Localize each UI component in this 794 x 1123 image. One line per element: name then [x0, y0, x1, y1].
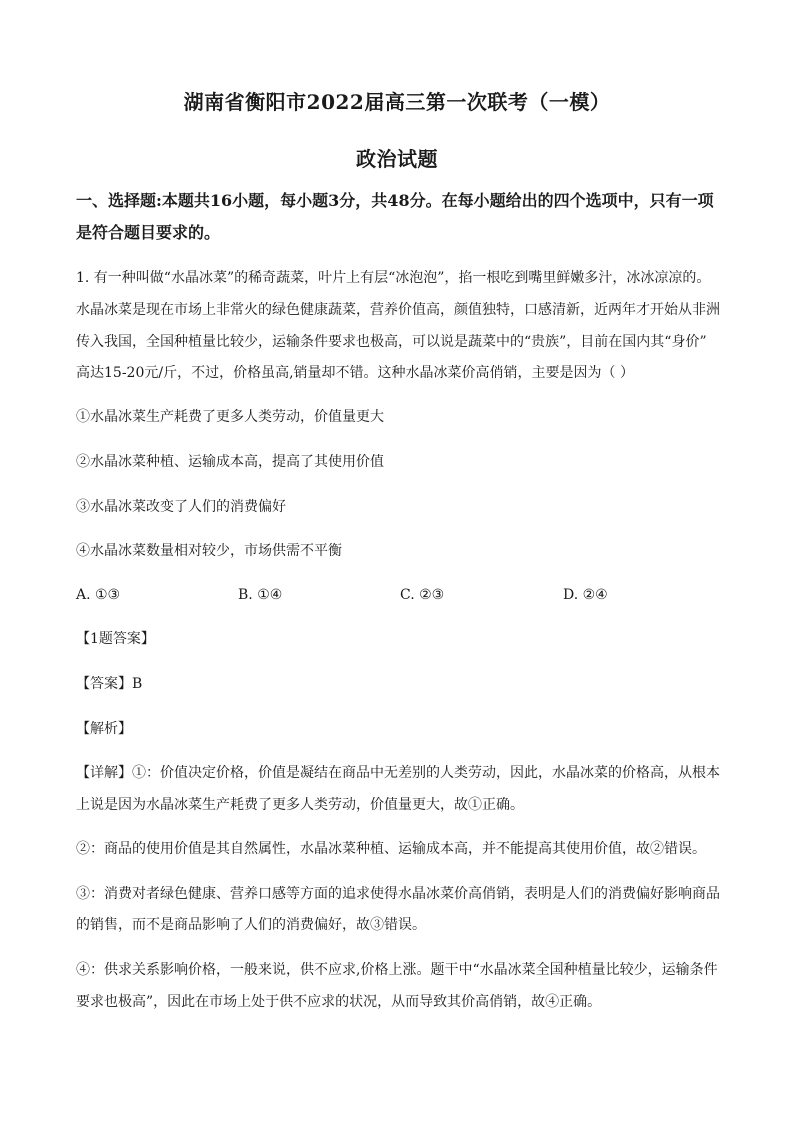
question-stem-line: 1. 有一种叫做“水晶冰菜”的稀奇蔬菜，叶片上有层“冰泡泡”，掐一根吃到嘴里鲜嫩多汁，冰冰凉凉的。	[76, 270, 711, 286]
choice-b: B. ①④	[238, 587, 283, 603]
detail-line: 【详解】①：价值决定价格，价值是凝结在商品中无差别的人类劳动，因此，水晶冰菜的价格高，从根本	[76, 765, 720, 781]
choice-d: D. ②④	[563, 587, 608, 603]
statement-1: ①水晶冰菜生产耗费了更多人类劳动，价值量更大	[76, 409, 384, 425]
statement-2: ②水晶冰菜种植、运输成本高，提高了其使用价值	[76, 454, 384, 470]
answer-header: 【1题答案】	[76, 631, 155, 647]
section-heading-line-2: 是符合题目要求的。	[76, 223, 221, 242]
detail-line: 的销售，而不是商品影响了人们的消费偏好，故③错误。	[76, 917, 426, 933]
detail-line: 上说是因为水晶冰菜生产耗费了更多人类劳动，价值量更大，故①正确。	[76, 797, 524, 813]
detail-line: ④：供求关系影响价格，一般来说，供不应求,价格上涨。题干中“水晶冰菜全国种植量比较少，运输条件	[76, 962, 718, 978]
choice-a: A. ①③	[76, 587, 121, 603]
choice-c: C. ②③	[400, 587, 445, 603]
document-title: 湖南省衡阳市2022届高三第一次联考（一模）	[183, 90, 611, 114]
analysis-header: 【解析】	[76, 721, 132, 737]
statement-4: ④水晶冰菜数量相对较少，市场供需不平衡	[76, 543, 342, 559]
question-stem-line: 水晶冰菜是现在市场上非常火的绿色健康蔬菜，营养价值高，颜值独特，口感清新，近两年才开始从非洲	[76, 302, 720, 318]
detail-line: ③：消费对者绿色健康、营养口感等方面的追求使得水晶冰菜价高俏销，表明是人们的消费偏好影响商品	[76, 886, 720, 902]
question-stem-line: 传入我国，全国种植量比较少，运输条件要求也极高，可以说是蔬菜中的“贵族”，目前在国内其“身价”	[76, 334, 707, 350]
section-heading-line-1: 一、选择题:本题共16小题，每小题3分，共48分。在每小题给出的四个选项中，只有一项	[76, 191, 714, 210]
detail-line: 要求也极高”，因此在市场上处于供不应求的状况，从而导致其价高俏销，故④正确。	[76, 994, 602, 1010]
statement-3: ③水晶冰菜改变了人们的消费偏好	[76, 499, 286, 515]
detail-line: ②：商品的使用价值是其自然属性，水晶冰菜种植、运输成本高，并不能提高其使用价值，故②错误。	[76, 841, 706, 857]
document-subtitle: 政治试题	[356, 147, 438, 171]
question-stem-line: 高达15-20元/斤，不过，价格虽高,销量却不错。这种水晶冰菜价高俏销，主要是因为（ ）	[76, 365, 634, 381]
answer-line: 【答案】B	[76, 676, 143, 692]
